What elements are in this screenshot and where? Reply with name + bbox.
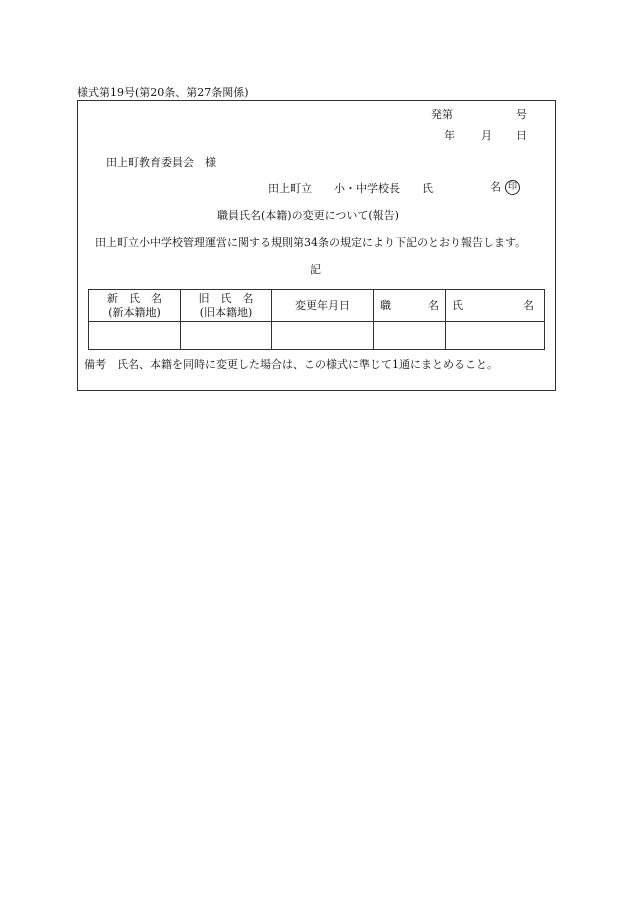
change-table [88, 289, 545, 350]
seal-mark: 印 [505, 180, 520, 195]
col-name-a: 氏 [452, 298, 463, 312]
col-name [446, 290, 545, 322]
col-change-date: 変更年月日 [272, 290, 374, 322]
remarks-note: 備考 氏名、本籍を同時に変更した場合は、この様式に準じて1通にまとめること。 [84, 358, 498, 371]
col-position [374, 290, 446, 322]
col-old-name [181, 290, 272, 322]
col-old-name-line1: 旧 氏 名 [198, 291, 254, 305]
table-row [89, 322, 545, 350]
col-old-name-line2: (旧本籍地) [199, 305, 253, 319]
date-month-label: 月 [481, 129, 492, 142]
addressee: 田上町教育委員会 様 [106, 156, 216, 169]
col-new-name [89, 290, 181, 322]
sender-name-label-1: 氏 [422, 182, 433, 195]
date-year-label: 年 [444, 129, 455, 142]
date-day-label: 日 [516, 129, 527, 142]
cell-position[interactable] [374, 322, 446, 350]
col-new-name-line1: 新 氏 名 [107, 291, 162, 305]
cell-change-date[interactable] [272, 322, 374, 350]
report-form-frame [77, 100, 556, 391]
table-header-row [89, 290, 545, 322]
issue-number-suffix: 号 [516, 108, 527, 121]
ki-heading: 記 [310, 263, 321, 276]
sender-name-label-2: 名 印 [490, 180, 520, 195]
col-position-b: 名 [428, 298, 439, 312]
sender-school: 田上町立 小・中学校長 [268, 182, 400, 195]
body-text: 田上町立小中学校管理運営に関する規則第34条の規定により下記のとおり報告します。 [95, 236, 527, 249]
report-title: 職員氏名(本籍)の変更について(報告) [217, 209, 399, 222]
cell-new-name[interactable] [89, 322, 181, 350]
col-position-a: 職 [380, 298, 391, 312]
col-name-b: 名 [523, 298, 534, 312]
issue-number-prefix: 発第 [431, 108, 453, 121]
form-number-label: 様式第19号(第20条、第27条関係) [77, 86, 249, 99]
cell-old-name[interactable] [181, 322, 272, 350]
col-new-name-line2: (新本籍地) [108, 305, 161, 319]
cell-name[interactable] [446, 322, 545, 350]
